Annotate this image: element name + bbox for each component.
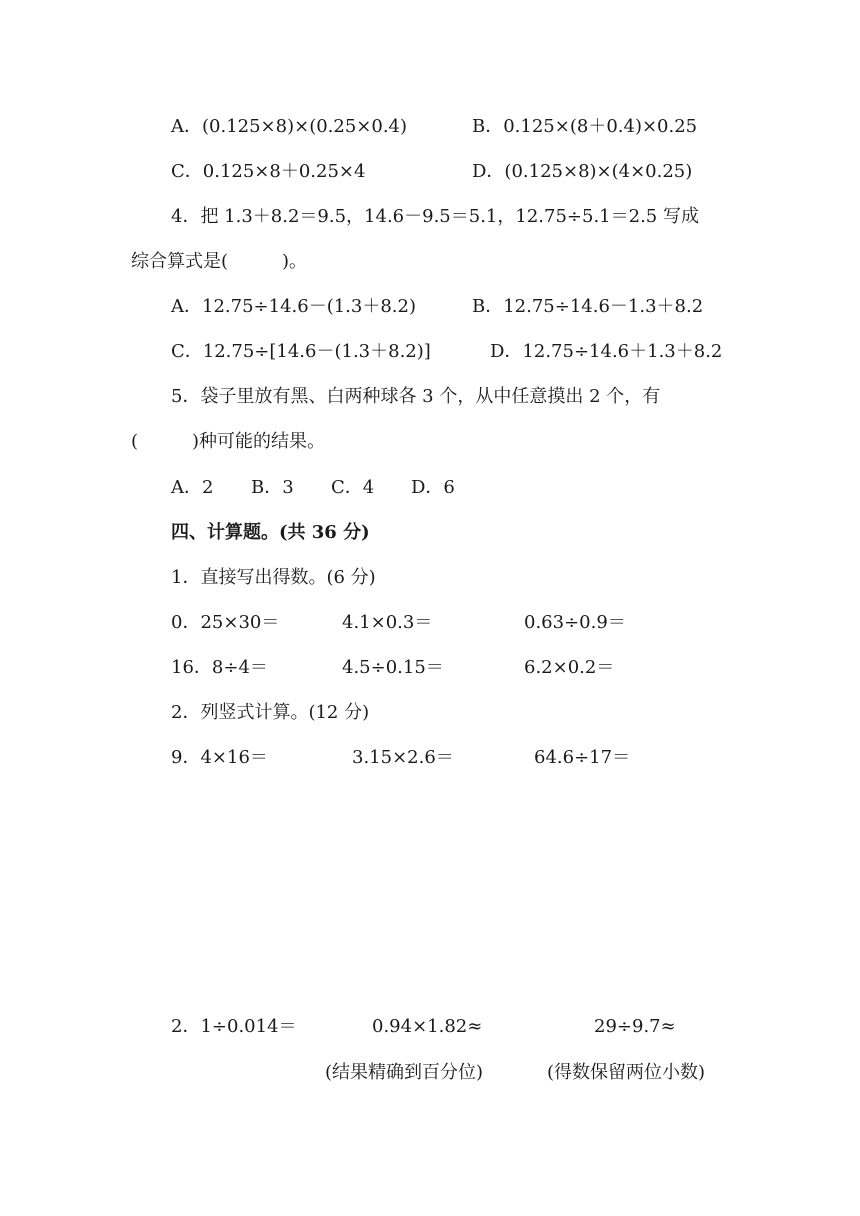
q4-stem-line2: 综合算式是( )。 — [131, 251, 308, 272]
q4-option-a: A．12.75÷14.6－(1.3＋8.2) — [171, 296, 416, 317]
q3-option-b: B．0.125×(8＋0.4)×0.25 — [472, 116, 698, 137]
vertical-calc-item: 9．4×16＝ — [171, 747, 268, 768]
q4-option-b: B．12.75÷14.6－1.3＋8.2 — [472, 296, 704, 317]
calc-item: 4.1×0.3＝ — [342, 612, 433, 633]
q3-option-a: A．(0.125×8)×(0.25×0.4) — [171, 116, 408, 137]
q4-option-d: D．12.75÷14.6＋1.3＋8.2 — [490, 341, 723, 362]
vertical-calc-item: 29÷9.7≈ — [594, 1016, 676, 1037]
calc-item: 4.5÷0.15＝ — [342, 657, 444, 678]
q4-stem-line1: 4．把 1.3＋8.2＝9.5，14.6－9.5＝5.1，12.75÷5.1＝2.5 写成 — [171, 206, 699, 227]
vertical-calc-item: 3.15×2.6＝ — [352, 747, 454, 768]
q5-stem-line1: 5．袋子里放有黑、白两种球各 3 个，从中任意摸出 2 个，有 — [171, 386, 661, 407]
q3-option-c: C．0.125×8＋0.25×4 — [171, 161, 366, 182]
q3-option-d: D．(0.125×8)×(4×0.25) — [472, 161, 693, 182]
rounding-note: (得数保留两位小数) — [547, 1062, 706, 1083]
vertical-calc-item: 2．1÷0.014＝ — [171, 1016, 297, 1037]
rounding-note: (结果精确到百分位) — [325, 1062, 484, 1083]
q5-option-b: B．3 — [251, 477, 294, 498]
calc-item: 6.2×0.2＝ — [524, 657, 615, 678]
subsection2-title: 2．列竖式计算。(12 分) — [171, 702, 370, 723]
vertical-calc-item: 0.94×1.82≈ — [372, 1016, 483, 1037]
vertical-calc-item: 64.6÷17＝ — [534, 747, 631, 768]
calc-item: 0．25×30＝ — [171, 612, 280, 633]
q5-option-d: D．6 — [411, 477, 455, 498]
q5-stem-line2: ( )种可能的结果。 — [131, 431, 326, 452]
calc-item: 16．8÷4＝ — [171, 657, 268, 678]
q5-option-a: A．2 — [171, 477, 214, 498]
calc-item: 0.63÷0.9＝ — [524, 612, 626, 633]
section4-heading: 四、计算题。(共 36 分) — [171, 522, 370, 543]
q5-option-c: C．4 — [331, 477, 375, 498]
q4-option-c: C．12.75÷[14.6－(1.3＋8.2)] — [171, 341, 431, 362]
subsection1-title: 1．直接写出得数。(6 分) — [171, 567, 376, 588]
